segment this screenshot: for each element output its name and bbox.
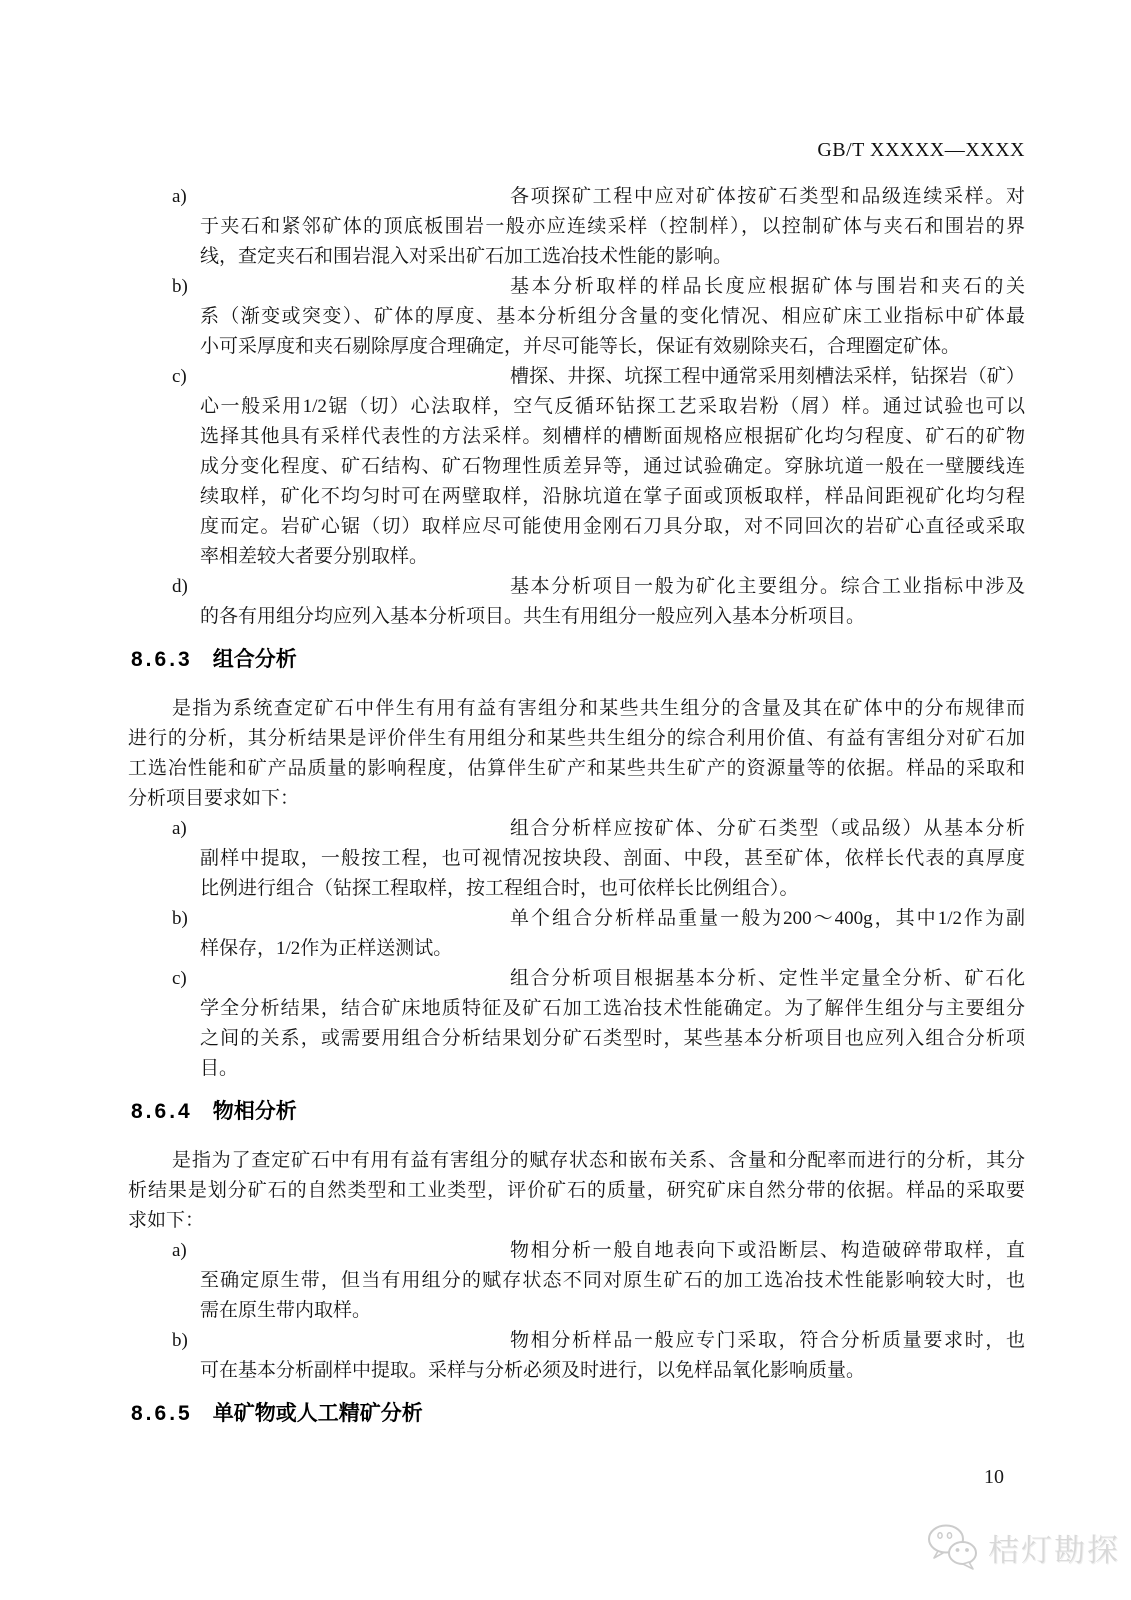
paragraph-line: 是指为了查定矿石中有用有益有害组分的赋存状态和嵌布关系、含量和分配率而进行的分析，其分 (172, 1150, 1025, 1171)
list-item (128, 182, 1025, 272)
list-item-line: a) 物相分析一般自地表向下或沿断层、构造破碎带取样，直 (510, 1236, 1025, 1266)
list-item-label: d) (172, 576, 188, 597)
paragraph-line: 析结果是划分矿石的自然类型和工业类型，评价矿石的质量，研究矿床自然分带的依据。样品的采取要 (128, 1180, 1025, 1201)
paragraph-line: 分析项目要求如下： (128, 788, 300, 809)
list-item-line: 度而定。岩矿心锯（切）取样应尽可能使用金刚石刀具分取，对不同回次的岩矿心直径或采取 (200, 516, 1025, 537)
section-heading (131, 645, 1025, 675)
list-item (128, 964, 1025, 1084)
watermark-text: 桔灯勘探 (988, 1532, 1120, 1568)
list-item-line: 心一般采用1/2锯（切）心法取样，空气反循环钻探工艺采取岩粉（屑）样。通过试验也可以 (200, 396, 1025, 417)
list-item-line: 于夹石和紧邻矿体的顶底板围岩一般亦应连续采样（控制样），以控制矿体与夹石和围岩的界 (200, 216, 1025, 237)
paragraph (128, 694, 1025, 814)
list-item-line: 至确定原生带，但当有用组分的赋存状态不同对原生矿石的加工选冶技术性能影响较大时，也 (200, 1270, 1025, 1291)
list-item-line: 需在原生带内取样。 (200, 1300, 372, 1321)
paragraph (128, 1146, 1025, 1236)
list-item-line: 线，查定夹石和围岩混入对采出矿石加工选冶技术性能的影响。 (200, 246, 733, 267)
list-item-line: a) 各项探矿工程中应对矿体按矿石类型和品级连续采样。对 (510, 182, 1025, 212)
section-number: 8.6.5 (131, 1402, 193, 1425)
list-item (128, 814, 1025, 904)
list-item-line: 的各有用组分均应列入基本分析项目。共生有用组分一般应列入基本分析项目。 (200, 606, 866, 627)
list-item-line: 成分变化程度、矿石结构、矿石物理性质差异等，通过试验确定。穿脉坑道一般在一壁腰线连 (200, 456, 1025, 477)
list-item-line: b) 基本分析取样的样品长度应根据矿体与围岩和夹石的关 (510, 272, 1025, 302)
wechat-icon (926, 1522, 980, 1572)
list-item (128, 272, 1025, 362)
paragraph-line: 工选冶性能和矿产品质量的影响程度，估算伴生矿产和某些共生矿产的资源量等的依据。样品的采取和 (128, 758, 1025, 779)
standard-number-header: GB/T XXXXX—XXXX (817, 139, 1025, 161)
list-item-line: 可在基本分析副样中提取。采样与分析必须及时进行，以免样品氧化影响质量。 (200, 1360, 866, 1381)
section-number: 8.6.4 (131, 1100, 193, 1123)
list-item-line: 续取样，矿化不均匀时可在两壁取样，沿脉坑道在掌子面或顶板取样，样品间距视矿化均匀程 (200, 486, 1025, 507)
document-body (128, 182, 1025, 1429)
section-heading (131, 1097, 1025, 1127)
watermark (926, 1522, 1120, 1572)
list-item-label: b) (172, 1330, 188, 1351)
list-item-line: c) 组合分析项目根据基本分析、定性半定量全分析、矿石化 (510, 964, 1025, 994)
list-item-line: b) 物相分析样品一般应专门采取，符合分析质量要求时，也 (510, 1326, 1025, 1356)
page-number: 10 (984, 1466, 1004, 1488)
list-item-line: 系（渐变或突变）、矿体的厚度、基本分析组分含量的变化情况、相应矿床工业指标中矿体最 (200, 306, 1025, 327)
list-item-label: b) (172, 276, 188, 297)
list-item-line: 之间的关系，或需要用组合分析结果划分矿石类型时，某些基本分析项目也应列入组合分析项 (200, 1028, 1025, 1049)
list-item-label: a) (172, 186, 187, 207)
section-title: 组合分析 (212, 648, 297, 671)
paragraph-line: 进行的分析，其分析结果是评价伴生有用组分和某些共生组分的综合利用价值、有益有害组分对矿石加 (128, 728, 1025, 749)
lettered-list (128, 814, 1025, 1084)
list-item (128, 572, 1025, 632)
list-item-line: 小可采厚度和夹石剔除厚度合理确定，并尽可能等长，保证有效剔除夹石，合理圈定矿体。 (200, 336, 961, 357)
list-item (128, 1236, 1025, 1326)
section-heading (131, 1399, 1025, 1429)
lettered-list (128, 182, 1025, 632)
list-item (128, 1326, 1025, 1386)
list-item-line: a) 组合分析样应按矿体、分矿石类型（或品级）从基本分析 (510, 814, 1025, 844)
list-item-line: 副样中提取，一般按工程，也可视情况按块段、剖面、中段，甚至矿体，依样长代表的真厚度 (200, 848, 1025, 869)
list-item-label: a) (172, 818, 187, 839)
section-title: 物相分析 (212, 1100, 297, 1123)
list-item-label: b) (172, 908, 188, 929)
list-item-line: d) 基本分析项目一般为矿化主要组分。综合工业指标中涉及 (510, 572, 1025, 602)
list-item-label: c) (172, 366, 187, 387)
list-item-line: 目。 (200, 1058, 239, 1079)
list-item (128, 362, 1025, 572)
page-content (128, 0, 1025, 1448)
list-item-label: a) (172, 1240, 187, 1261)
list-item (128, 904, 1025, 964)
list-item-line: 样保存，1/2作为正样送测试。 (200, 938, 453, 959)
section-number: 8.6.3 (131, 648, 193, 671)
paragraph-line: 是指为系统查定矿石中伴生有用有益有害组分和某些共生组分的含量及其在矿体中的分布规律而 (172, 698, 1025, 719)
list-item-line: 比例进行组合（钻探工程取样，按工程组合时，也可依样长比例组合）。 (200, 878, 799, 899)
list-item-line: b) 单个组合分析样品重量一般为200～400g，其中1/2作为副 (510, 904, 1025, 934)
list-item-line: 率相差较大者要分别取样。 (200, 546, 429, 567)
list-item-label: c) (172, 968, 187, 989)
list-item-line: 学全分析结果，结合矿床地质特征及矿石加工选冶技术性能确定。为了解伴生组分与主要组分 (200, 998, 1025, 1019)
lettered-list (128, 1236, 1025, 1386)
paragraph-line: 求如下： (128, 1210, 205, 1231)
list-item-line: c) 槽探、井探、坑探工程中通常采用刻槽法采样，钻探岩（矿） (510, 362, 1025, 392)
section-title: 单矿物或人工精矿分析 (212, 1402, 423, 1425)
list-item-line: 选择其他具有采样代表性的方法采样。刻槽样的槽断面规格应根据矿化均匀程度、矿石的矿物 (200, 426, 1025, 447)
